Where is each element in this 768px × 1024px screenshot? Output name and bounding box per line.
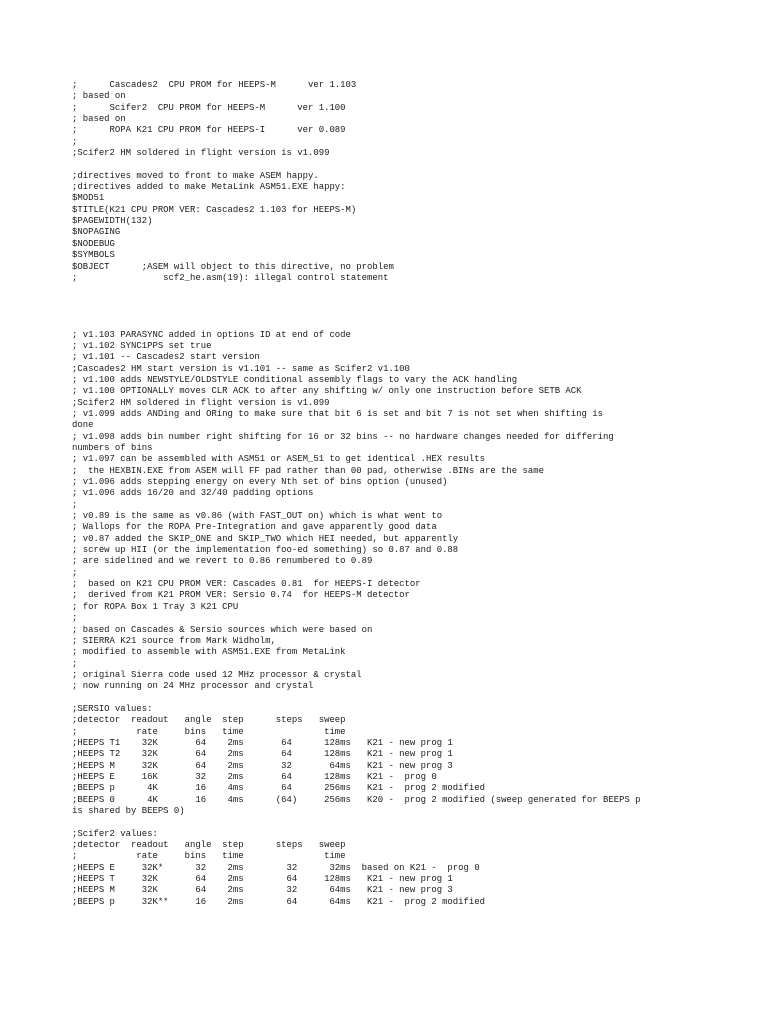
code-line: ;Scifer2 HM soldered in flight version is v1.099 xyxy=(72,148,330,159)
code-line: ;HEEPS M 32K 64 2ms 32 64ms K21 - new prog 3 xyxy=(72,760,453,771)
code-line: ; v0.89 is the same as v0.86 (with FAST_OUT on) which is what went to xyxy=(72,511,443,522)
code-line: numbers of bins xyxy=(72,443,153,453)
code-line: ;BEEPS p 32K** 16 2ms 64 64ms K21 - prog 2 modified xyxy=(72,896,485,907)
code-line: $TITLE(K21 CPU PROM VER: Cascades2 1.103 for HEEPS-M) xyxy=(72,204,357,215)
code-line: ;HEEPS E 32K* 32 2ms 32 32ms based on K21 - prog 0 xyxy=(72,862,480,873)
code-line: ; v1.098 adds bin number right shifting for 16 or 32 bins -- no hardware changes needed for differing xyxy=(72,431,614,442)
code-line: ; based on Cascades & Sersio sources which were based on xyxy=(72,624,373,635)
code-line: ; Wallops for the ROPA Pre-Integration and gave apparently good data xyxy=(72,522,437,533)
code-line xyxy=(72,159,762,170)
code-line: ;detector readout angle step steps sweep xyxy=(72,715,346,726)
code-line: ; modified to assemble with ASM51.EXE from MetaLink xyxy=(72,647,346,658)
code-line: ; original Sierra code used 12 MHz processor & crystal xyxy=(72,669,362,680)
code-line: ; based on K21 CPU PROM VER: Cascades 0.81 for HEEPS-I detector xyxy=(72,579,421,590)
code-line: ; rate bins time time xyxy=(72,851,346,862)
code-line: ; scf2_he.asm(19): illegal control statement xyxy=(72,272,389,283)
code-line: ;directives moved to front to make ASEM happy. xyxy=(72,170,319,181)
code-line: ; v0.87 added the SKIP_ONE and SKIP_TWO which HEI needed, but apparently xyxy=(72,533,459,544)
source-code-listing xyxy=(72,80,762,908)
code-line xyxy=(72,817,762,828)
code-line: ; are sidelined and we revert to 0.86 renumbered to 0.89 xyxy=(72,556,373,567)
code-line: ; based on xyxy=(72,114,126,125)
code-line: $OBJECT ;ASEM will object to this directive, no problem xyxy=(72,261,394,272)
code-line: ; Cascades2 CPU PROM for HEEPS-M ver 1.103 xyxy=(72,80,357,90)
code-line: ; v1.103 PARASYNC added in options ID at end of code xyxy=(72,329,351,340)
code-line: ; v1.102 SYNC1PPS set true xyxy=(72,340,212,351)
code-line: ;HEEPS T1 32K 64 2ms 64 128ms K21 - new prog 1 xyxy=(72,737,453,748)
code-line: $NODEBUG xyxy=(72,238,115,249)
code-line: ;BEEPS p 4K 16 4ms 64 256ms K21 - prog 2 modified xyxy=(72,783,485,794)
code-line: ;Scifer2 HM soldered in flight version is v1.099 xyxy=(72,397,330,408)
code-line: ; xyxy=(72,499,78,510)
code-line: ; v1.101 -- Cascades2 start version xyxy=(72,352,260,363)
code-line: ;BEEPS 0 4K 16 4ms (64) 256ms K20 - prog 2 modified (sweep generated for BEEPS p xyxy=(72,794,641,805)
code-line: ; xyxy=(72,567,78,578)
code-line: ;HEEPS T2 32K 64 2ms 64 128ms K21 - new prog 1 xyxy=(72,749,453,760)
code-line: ;HEEPS M 32K 64 2ms 32 64ms K21 - new prog 3 xyxy=(72,885,453,896)
code-line xyxy=(72,318,762,329)
code-line: $NOPAGING xyxy=(72,227,121,238)
code-line: ; xyxy=(72,658,78,669)
code-line: ; ROPA K21 CPU PROM for HEEPS-I ver 0.089 xyxy=(72,125,346,136)
code-line: ; the HEXBIN.EXE from ASEM will FF pad rather than 00 pad, otherwise .BINs are the same xyxy=(72,465,544,476)
code-line xyxy=(72,307,762,318)
code-line: done xyxy=(72,420,94,431)
code-line: ; derived from K21 PROM VER: Sersio 0.74 for HEEPS-M detector xyxy=(72,590,410,601)
code-line xyxy=(72,693,762,704)
code-line: $PAGEWIDTH(132) xyxy=(72,216,153,227)
code-line: ; for ROPA Box 1 Tray 3 K21 CPU xyxy=(72,601,239,612)
code-line: ;Scifer2 values: xyxy=(72,828,158,839)
code-line: ;directives added to make MetaLink ASM51.EXE happy: xyxy=(72,182,346,193)
code-line: ;HEEPS T 32K 64 2ms 64 128ms K21 - new prog 1 xyxy=(72,874,453,885)
code-line: ; now running on 24 MHz processor and crystal xyxy=(72,681,314,692)
code-line: ; rate bins time time xyxy=(72,726,346,737)
code-line xyxy=(72,284,762,295)
code-line: ;HEEPS E 16K 32 2ms 64 128ms K21 - prog 0 xyxy=(72,771,437,782)
code-line: ; screw up HII (or the implementation foo-ed something) so 0.87 and 0.88 xyxy=(72,545,459,556)
code-line: $SYMBOLS xyxy=(72,250,115,261)
code-line: ; v1.097 can be assembled with ASM51 or ASEM_51 to get identical .HEX results xyxy=(72,454,485,465)
code-line: ; v1.099 adds ANDing and ORing to make sure that bit 6 is set and bit 7 is not set when shifting is xyxy=(72,408,603,419)
code-line: ; Scifer2 CPU PROM for HEEPS-M ver 1.100 xyxy=(72,102,346,113)
code-line: ; xyxy=(72,136,78,147)
code-line: ; v1.096 adds stepping energy on every Nth set of bins option (unused) xyxy=(72,477,448,488)
code-line: ; v1.100 OPTIONALLY moves CLR ACK to after any shifting w/ only one instruction before SETB ACK xyxy=(72,386,582,397)
code-line: ; v1.096 adds 16/20 and 32/40 padding options xyxy=(72,488,314,499)
code-line: ;Cascades2 HM start version is v1.101 -- same as Scifer2 v1.100 xyxy=(72,363,410,374)
code-line: is shared by BEEPS 0) xyxy=(72,806,185,816)
code-line: ;SERSIO values: xyxy=(72,703,153,714)
code-line: ; SIERRA K21 source from Mark Widholm, xyxy=(72,635,276,646)
code-line: ;detector readout angle step steps sweep xyxy=(72,840,346,851)
code-line: ; v1.100 adds NEWSTYLE/OLDSTYLE conditional assembly flags to vary the ACK handling xyxy=(72,374,518,385)
code-line xyxy=(72,296,762,307)
code-line: ; based on xyxy=(72,91,126,102)
code-line: ; xyxy=(72,613,78,624)
code-line: $MOD51 xyxy=(72,193,105,204)
